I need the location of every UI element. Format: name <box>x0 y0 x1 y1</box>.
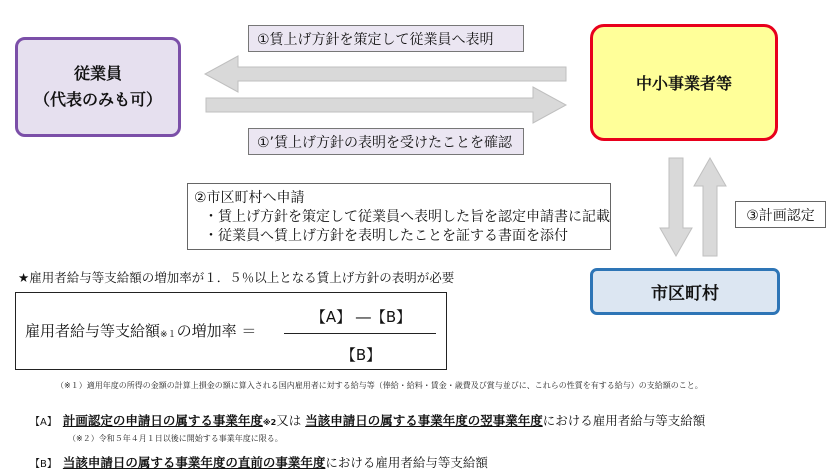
definition-a <box>30 411 705 429</box>
arrow-to-sme-up <box>694 158 726 256</box>
definition-b <box>30 453 488 471</box>
step2-bullet-1: ・賃上げ方針を策定して従業員へ表明した旨を認定申請書に記載 <box>204 209 610 225</box>
sme-label: 中小事業者等 <box>635 74 732 93</box>
footnote-2: （※２）令和５年４月１日以後に開始する事業年度に限る。 <box>68 434 283 443</box>
sme-node <box>590 24 778 141</box>
definition-a-part2: 又は <box>276 413 302 428</box>
definition-b-tag: 【B】 <box>30 459 57 470</box>
step2-bullet-2: ・従業員へ賃上げ方針を表明したことを証する書面を添付 <box>204 228 568 244</box>
employee-node <box>15 37 181 137</box>
definition-a-tag: 【A】 <box>30 417 57 428</box>
employee-sublabel: （代表のみも可） <box>33 90 162 109</box>
formula-lhs-tail: の増加率 ＝ <box>176 322 257 340</box>
municipality-label: 市区町村 <box>651 284 719 304</box>
definition-a-part4: における雇用者給与等支給額 <box>542 413 706 428</box>
formula-lhs-note: ※１ <box>160 330 177 340</box>
formula-lhs-main: 雇用者給与等支給額 <box>25 322 161 340</box>
formula-lhs <box>25 320 256 341</box>
step2-title: ②市区町村へ申請 <box>194 190 305 206</box>
definition-b-part2: における雇用者給与等支給額 <box>325 455 488 470</box>
step3-label: ③計画認定 <box>735 201 826 228</box>
formula-box <box>15 292 447 370</box>
formula-denominator: 【B】 <box>340 346 382 364</box>
formula-numerator: 【A】 ―【B】 <box>310 308 412 326</box>
definition-b-part1: 当該申請日の属する事業年度の直前の事業年度 <box>62 455 326 470</box>
employee-label: 従業員 <box>73 64 122 83</box>
requirement-note: ★雇用者給与等支給額の増加率が１．５％以上となる賃上げ方針の表明が必要 <box>18 270 455 285</box>
arrow-to-sme <box>206 87 566 123</box>
footnote-1: （※１）適用年度の所得の金額の計算上損金の額に算入される国内雇用者に対する給与等（俸給・給料・賃金・歳費及び賞与並びに、これらの性質を有する給与）の支給額のこと。 <box>56 381 703 390</box>
definition-a-note: ※2 <box>262 418 277 427</box>
arrow-to-municipality <box>660 158 692 256</box>
step1-label: ①賃上げ方針を策定して従業員へ表明 <box>248 25 524 52</box>
arrow-to-employee <box>205 56 566 92</box>
definition-a-part1: 計画認定の申請日の属する事業年度 <box>62 413 263 428</box>
fraction-bar <box>284 333 436 334</box>
step1b-label: ①’賃上げ方針の表明を受けたことを確認 <box>248 128 524 155</box>
municipality-node <box>590 268 780 315</box>
step2-box <box>187 183 611 250</box>
definition-a-part3: 当該申請日の属する事業年度の翌事業年度 <box>305 413 543 428</box>
